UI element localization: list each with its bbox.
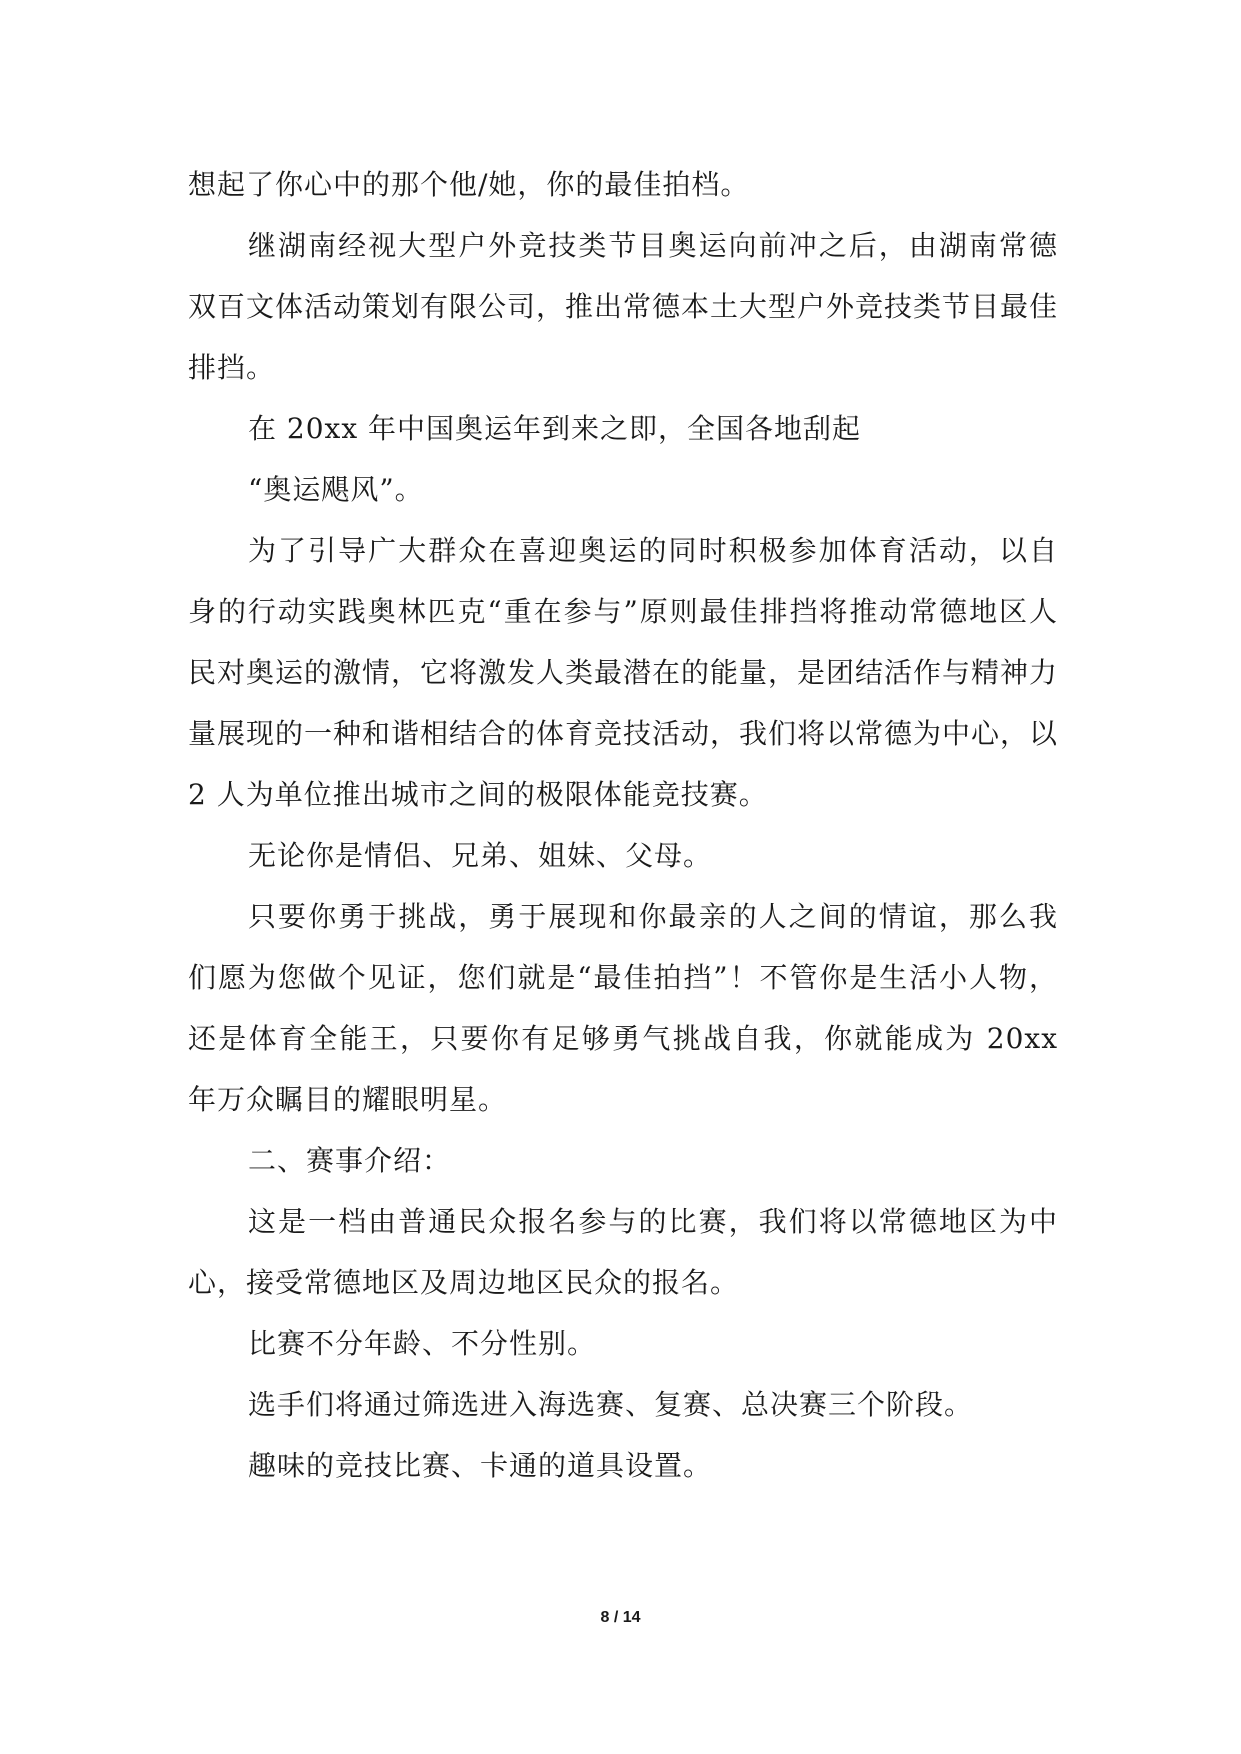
paragraph-11: 选手们将通过筛选进入海选赛、复赛、总决赛三个阶段。 — [248, 1388, 974, 1421]
document-body — [188, 154, 1058, 1496]
paragraph-3: 在 20xx 年中国奥运年到来之即，全国各地刮起 — [248, 412, 862, 445]
paragraph-5: 为了引导广大群众在喜迎奥运的同时积极参加体育活动，以自身的行动实践奥林匹克“重在参与”原则最佳排挡将推动常德地区人民对奥运的激情，它将激发人类最潜在的能量，是团结活作与精神力量展现的一种和谐相结合的体育竞技活动，我们将以常德为中心，以 2 人为单位推出城市之间的极限体能竞技赛。 — [188, 534, 1059, 811]
paragraph-7: 只要你勇于挑战，勇于展现和你最亲的人之间的情谊，那么我们愿为您做个见证，您们就是“最佳拍挡”！不管你是生活小人物，还是体育全能王，只要你有足够勇气挑战自我，你就能成为 20xx 年万众瞩目的耀眼明星。 — [188, 900, 1058, 1116]
paragraph-6: 无论你是情侣、兄弟、姐妹、父母。 — [248, 839, 713, 872]
paragraph-4: “奥运飓风”。 — [248, 473, 424, 506]
paragraph-2: 继湖南经视大型户外竞技类节目奥运向前冲之后，由湖南常德双百文体活动策划有限公司，推出常德本土大型户外竞技类节目最佳排挡。 — [188, 229, 1059, 384]
paragraph-9: 这是一档由普通民众报名参与的比赛，我们将以常德地区为中心，接受常德地区及周边地区民众的报名。 — [188, 1205, 1058, 1299]
page-number: 8 / 14 — [600, 1609, 641, 1626]
section-heading: 二、赛事介绍： — [248, 1144, 452, 1177]
paragraph-10: 比赛不分年龄、不分性别。 — [248, 1327, 597, 1360]
paragraph-1: 想起了你心中的那个他/她，你的最佳拍档。 — [188, 168, 750, 201]
paragraph-12: 趣味的竞技比赛、卡通的道具设置。 — [248, 1449, 713, 1482]
